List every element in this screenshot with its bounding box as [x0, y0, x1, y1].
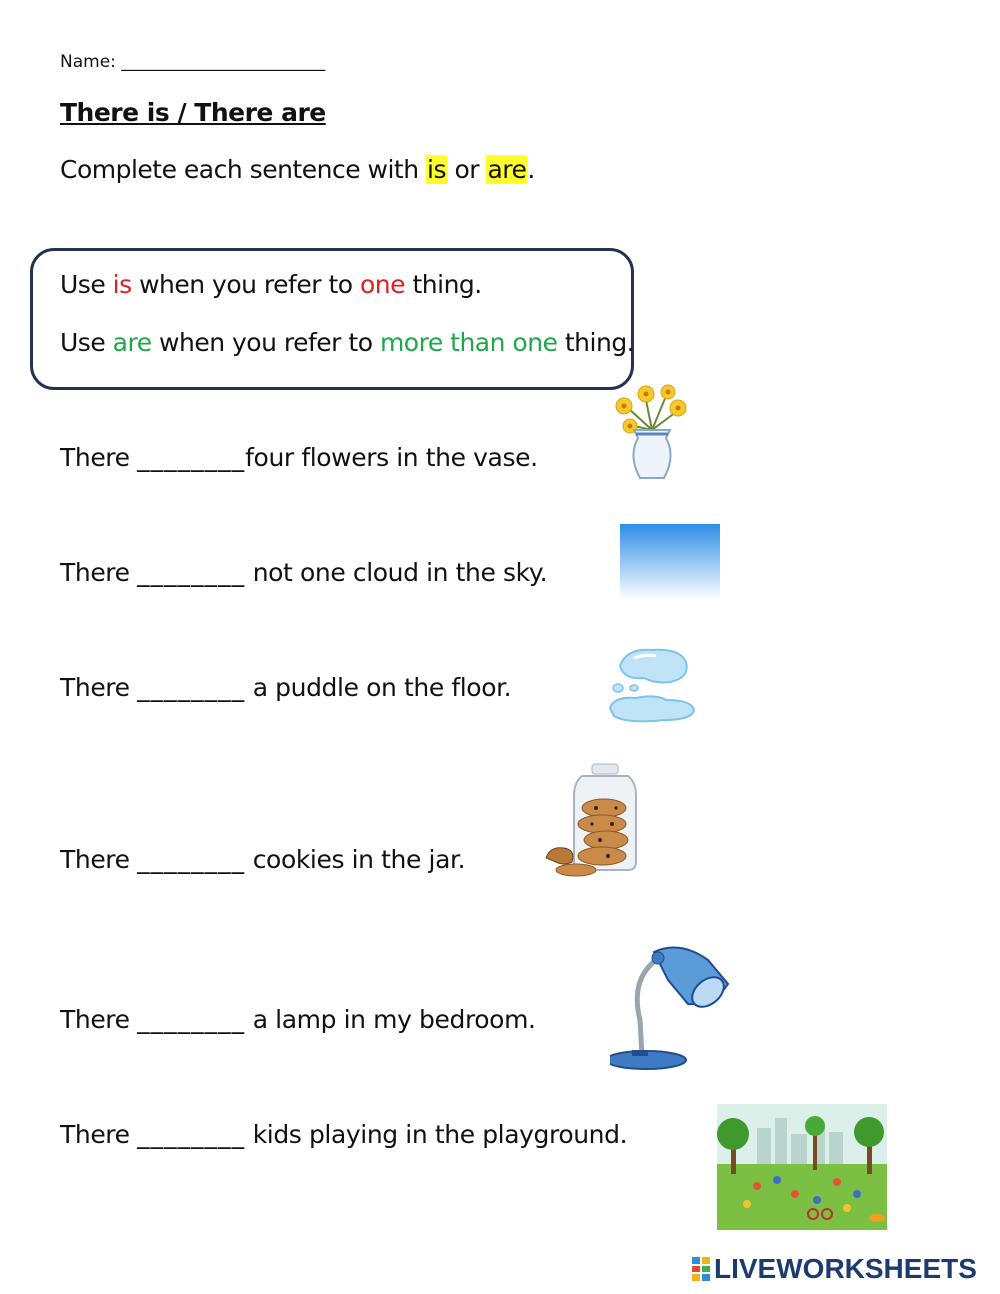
- rule-text: Use: [60, 328, 113, 357]
- answer-blank-5[interactable]: ________: [137, 1005, 246, 1034]
- answer-blank-3[interactable]: ________: [137, 673, 246, 702]
- sentence-end: cookies in the jar.: [245, 845, 466, 874]
- highlight-are: are: [487, 155, 527, 184]
- liveworksheets-logo-icon: [692, 1257, 710, 1281]
- playground-icon: [717, 1104, 887, 1230]
- answer-blank-1[interactable]: ________: [137, 443, 246, 472]
- puddle-icon: [604, 644, 698, 728]
- sentence-2: [60, 558, 547, 587]
- instruction-period: .: [527, 155, 535, 184]
- worksheet-title: There is / There are: [60, 98, 326, 127]
- sentence-6: [60, 1120, 627, 1149]
- sentence-start: There: [60, 443, 138, 472]
- rule-text: Use: [60, 270, 113, 299]
- desk-lamp-icon: [610, 940, 734, 1074]
- instruction-or: or: [447, 155, 487, 184]
- highlight-is: is: [427, 155, 446, 184]
- rule-keyword-one: one: [360, 270, 406, 299]
- rule-text: thing.: [405, 270, 482, 299]
- rule-line-two: [60, 328, 634, 357]
- name-field-label: Name: ________________________: [60, 52, 326, 72]
- rule-text: when you refer to: [151, 328, 380, 357]
- answer-blank-2[interactable]: ________: [137, 558, 246, 587]
- liveworksheets-logo: [692, 1253, 977, 1285]
- sentence-end: not one cloud in the sky.: [245, 558, 548, 587]
- answer-blank-6[interactable]: ________: [137, 1120, 246, 1149]
- answer-blank-4[interactable]: ________: [137, 845, 246, 874]
- rule-keyword-is: is: [112, 270, 132, 299]
- sentence-5: [60, 1005, 536, 1034]
- rule-keyword-more-than-one: more than one: [379, 328, 558, 357]
- sentence-start: There: [60, 673, 138, 702]
- sentence-4: [60, 845, 465, 874]
- rule-line-one: [60, 270, 482, 299]
- flower-vase-icon: [606, 378, 698, 482]
- sentence-end: kids playing in the playground.: [245, 1120, 628, 1149]
- rule-text: when you refer to: [131, 270, 360, 299]
- sentence-start: There: [60, 558, 138, 587]
- sentence-end: four flowers in the vase.: [245, 443, 538, 472]
- rule-text: thing.: [557, 328, 635, 357]
- rule-keyword-are: are: [112, 328, 152, 357]
- sentence-start: There: [60, 845, 138, 874]
- instruction: [60, 155, 535, 184]
- sentence-start: There: [60, 1005, 138, 1034]
- clear-sky-icon: [620, 524, 720, 600]
- logo-text: LIVEWORKSHEETS: [714, 1253, 977, 1284]
- sentence-1: [60, 443, 538, 472]
- sentence-3: [60, 673, 511, 702]
- sentence-start: There: [60, 1120, 138, 1149]
- sentence-end: a puddle on the floor.: [245, 673, 512, 702]
- instruction-text: Complete each sentence with: [60, 155, 427, 184]
- cookie-jar-icon: [542, 762, 640, 878]
- sentence-end: a lamp in my bedroom.: [245, 1005, 536, 1034]
